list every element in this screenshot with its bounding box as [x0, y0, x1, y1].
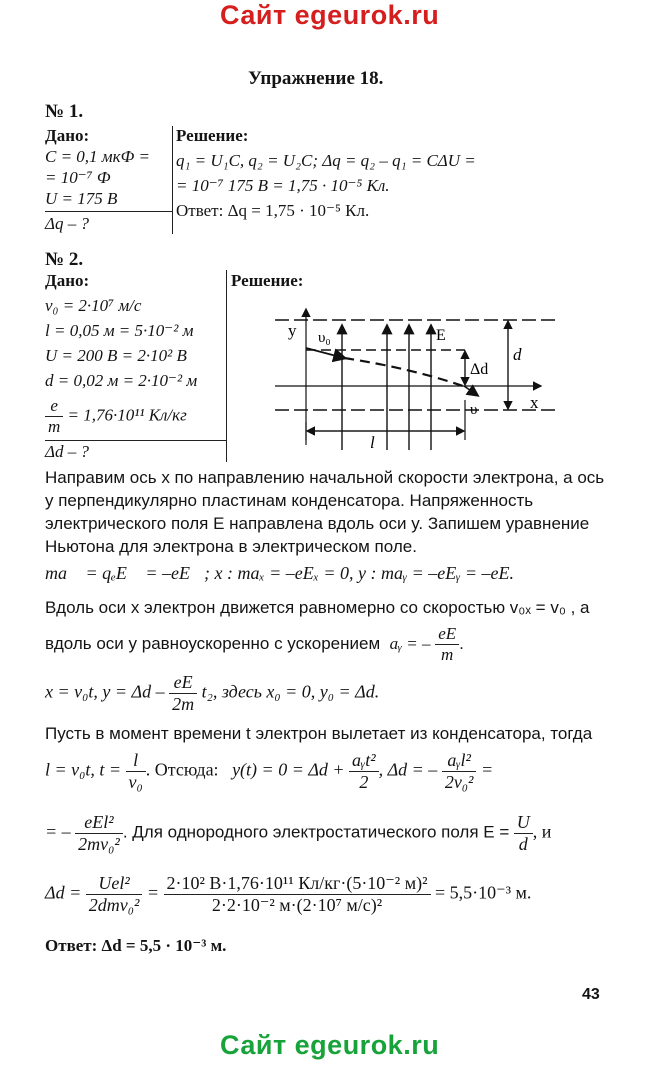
v-label: υ [470, 402, 478, 418]
p2-given-line: d = 0,02 м = 2·10⁻² м [45, 371, 198, 390]
p1-given-line: U = 175 В [45, 189, 118, 208]
p2-given-line: U = 200 В = 2·10² В [45, 346, 187, 365]
p2-equation-delta-d: = – $\frac{\text{eEl²}}{\text{2mv₀²}}$ . Для однородного электростатического поля E = $\frac{U}{d}$ , и [45, 812, 552, 854]
p2-given-label: Дано: [45, 271, 90, 290]
p2-answer: Ответ: Δd = 5,5 · 10⁻³ м. [45, 936, 227, 955]
p2-given-ratio: $\frac{e}{m}$ = 1,76·10¹¹ Кл/кг [45, 396, 187, 437]
p2-given-divider [45, 440, 227, 441]
problem-2-number: № 2. [45, 249, 84, 270]
v0-label: υ₀ [318, 330, 331, 346]
y-axis-label: y [288, 321, 297, 340]
p2-equation-final: Δd = $\frac{\text{Uel²}}{\text{2dmv₀²}}$ = $\frac{\text{2·10² В·1,76·10¹¹ Кл/кг·(5·10⁻² м)²}}{\text{2·2·10⁻² м·(2·10⁷ м/с)²}}$ = 5,5·10⁻³ м. [45, 873, 532, 915]
p1-given-line: C = 0,1 мкФ = [45, 147, 151, 166]
p2-given-line: l = 0,05 м = 5·10⁻² м [45, 321, 194, 340]
v-arrow [464, 386, 477, 395]
watermark-top: Сайт egeurok.ru [220, 0, 440, 30]
p2-equation-time: l = v₀t, t = $\frac{l}{\text{v₀}}$ . Отсюда: y(t) = 0 = Δd + $\frac{\text{aᵧt²}}{2}$ , Δd = – $\frac{\text{aᵧl²}}{\text{2v₀²}}$ = [45, 750, 494, 792]
electron-trajectory [344, 358, 463, 386]
p2-vertical-divider [226, 270, 227, 462]
problem-1-number: № 1. [45, 101, 84, 122]
p2-paragraph-3: Пусть в момент времени t электрон вылетает из конденсатора, тогда [45, 724, 593, 743]
p1-solution-label: Решение: [176, 126, 249, 145]
p1-find: Δq – ? [45, 214, 89, 233]
p1-given-line: = 10⁻⁷ Ф [45, 168, 111, 187]
p1-answer: Ответ: Δq = 1,75 · 10⁻⁵ Кл. [176, 201, 370, 220]
watermark-bottom: Сайт egeurok.ru [220, 1030, 440, 1060]
delta-d-label: Δd [470, 361, 489, 378]
p2-paragraph-1: Направим ось x по направлению начальной скорости электрона, а ось y перпендикулярно пластинам конденсатора. Напряженность электрического поля E направлена вдоль оси y. Запишем уравнение Ньютона для электрона в электрическом поле. [45, 468, 605, 556]
p2-find: Δd – ? [45, 442, 89, 461]
p2-paragraph-2b: вдоль оси y равноускоренно с ускорением aᵧ = – $\frac{eE}{m}$ . [45, 624, 464, 664]
page-number: 43 [582, 986, 600, 1003]
l-label: l [370, 433, 375, 450]
p2-given-line: v₀ = 2·10⁷ м/с [45, 296, 142, 315]
p1-given-label: Дано: [45, 126, 90, 145]
p2-paragraph-2a: Вдоль оси x электрон движется равномерно со скоростью v₀ₓ = v₀ , а [45, 598, 590, 617]
p1-solution-line: q₁ = U₁C, q₂ = U₂C; Δq = q₂ – q₁ = CΔU = [176, 151, 476, 170]
p1-vertical-divider [172, 126, 173, 234]
p1-solution-line: = 10⁻⁷ 175 В = 1,75 · 10⁻⁵ Кл. [176, 176, 390, 195]
x-axis-label: x [530, 393, 539, 412]
p2-equation-motion: x = v₀t, y = Δd – $\frac{eE}{2m}$ t₂, здесь x₀ = 0, y₀ = Δd. [45, 672, 380, 714]
field-label: E [436, 327, 446, 344]
d-label: d [513, 345, 522, 364]
capacitor-diagram [270, 300, 560, 450]
p2-solution-label: Решение: [231, 271, 304, 290]
exercise-title: Упражнение 18. [248, 68, 384, 89]
p2-equation-newton: ma⃗ = qₑE⃗ = –eE⃗; x : maₓ = –eEₓ = 0, y : maᵧ = –eEᵧ = –eE. [45, 563, 515, 583]
p1-given-divider [45, 211, 173, 212]
